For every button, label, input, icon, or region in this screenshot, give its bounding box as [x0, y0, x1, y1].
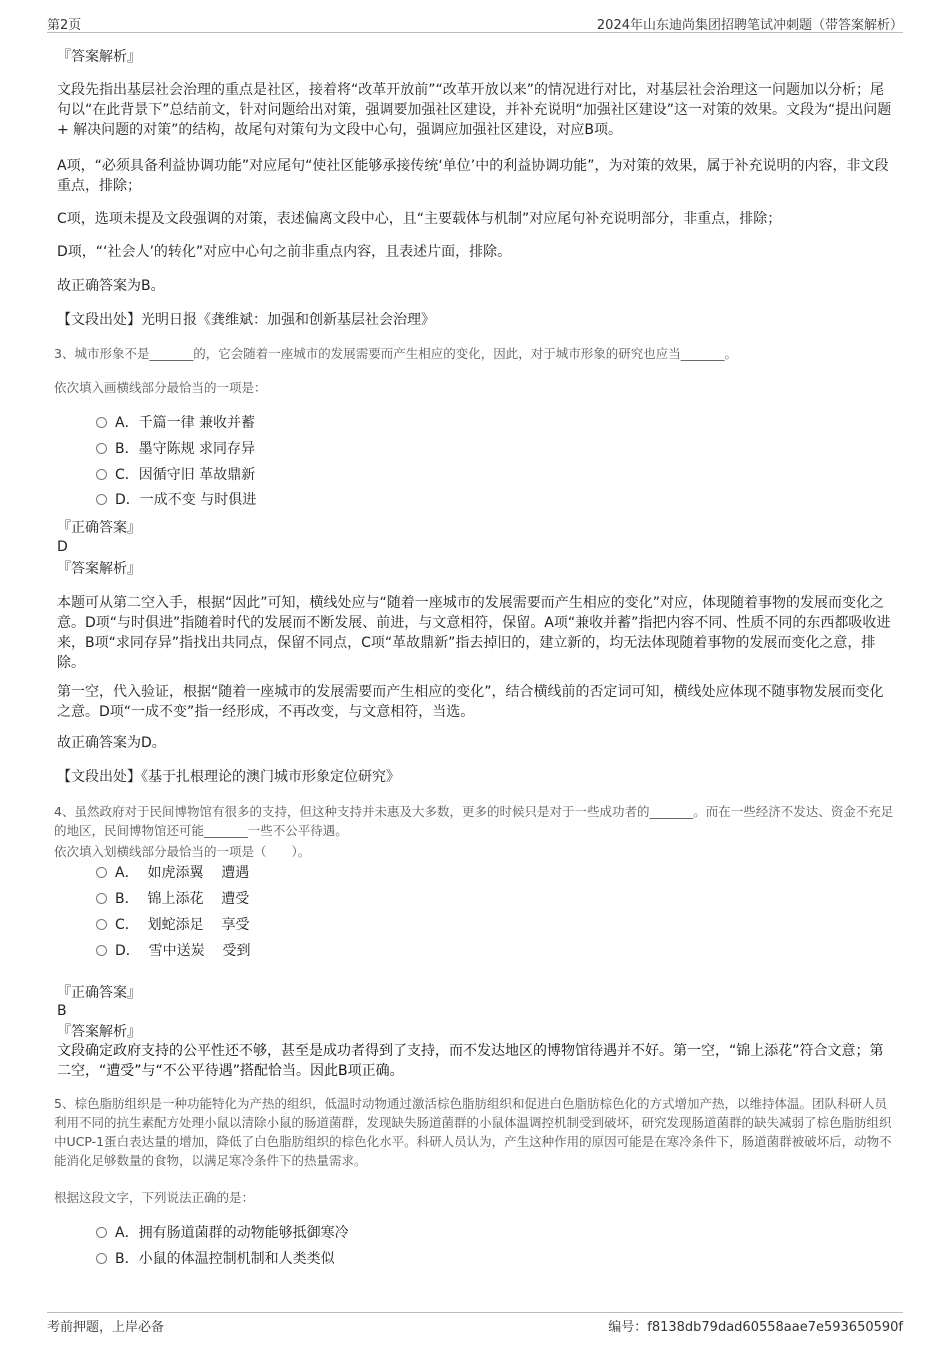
- question-prompt: 依次填入画横线部分最恰当的一项是：: [54, 380, 267, 395]
- radio-icon[interactable]: [96, 945, 107, 956]
- radio-icon[interactable]: [96, 893, 107, 904]
- radio-icon[interactable]: [96, 469, 107, 480]
- document-code: 编号：f8138db79dad60558aae7e593650590f: [608, 1320, 903, 1335]
- page-footer: [47, 1312, 903, 1333]
- option-label: B．小鼠的体温控制机制和人类类似: [115, 1251, 335, 1267]
- option-d[interactable]: [96, 489, 256, 511]
- answer-value: B: [57, 1003, 67, 1019]
- option-label: A． 如虎添翼 遭遇: [115, 865, 250, 881]
- correct-answer-line: 故正确答案为D。: [57, 735, 166, 751]
- page-number: 第2页: [47, 18, 82, 33]
- option-c[interactable]: [96, 914, 249, 936]
- analysis-label: 『答案解析』: [57, 561, 141, 577]
- option-label: C．因循守旧 革故鼎新: [115, 467, 256, 483]
- option-label: A．千篇一律 兼收并蓄: [115, 415, 256, 431]
- page-header: [47, 12, 903, 33]
- option-b[interactable]: [96, 1248, 335, 1270]
- option-d[interactable]: [96, 940, 250, 962]
- question-prompt: 依次填入划横线部分最恰当的一项是（ ）。: [54, 844, 311, 859]
- source-citation: 【文段出处】光明日报《龚维斌：加强和创新基层社会治理》: [57, 312, 435, 328]
- radio-icon[interactable]: [96, 494, 107, 505]
- radio-icon[interactable]: [96, 867, 107, 878]
- radio-icon[interactable]: [96, 1227, 107, 1238]
- analysis-paragraph: C项，选项未提及文段强调的对策，表述偏离文段中心，且“主要载体与机制”对应尾句补充说明部分，非重点，排除；: [57, 211, 782, 227]
- question-prompt: 根据这段文字，下列说法正确的是：: [54, 1190, 255, 1205]
- analysis-paragraph: D项，“‘社会人’的转化”对应中心句之前非重点内容，且表述片面，排除。: [57, 244, 512, 260]
- correct-answer-line: 故正确答案为B。: [57, 278, 165, 294]
- option-label: B．墨守陈规 求同存异: [115, 441, 256, 457]
- option-label: A．拥有肠道菌群的动物能够抵御寒冷: [115, 1225, 349, 1241]
- option-label: B． 锦上添花 遭受: [115, 891, 250, 907]
- option-c[interactable]: [96, 464, 255, 486]
- option-a[interactable]: [96, 862, 249, 884]
- radio-icon[interactable]: [96, 443, 107, 454]
- analysis-label: 『答案解析』: [57, 1024, 141, 1040]
- option-a[interactable]: [96, 1222, 349, 1244]
- answer-label: 『正确答案』: [57, 985, 141, 1001]
- analysis-paragraph: 第一空，代入验证，根据“随着一座城市的发展需要而产生相应的变化”，结合横线前的否定词可知，横线处应体现不随事物发展而变化之意。D项“一成不变”指一经形成，不再改变，与文意相符，当选。: [57, 684, 884, 720]
- question-stem: 4、虽然政府对于民间博物馆有很多的支持，但这种支持并未惠及大多数，更多的时候只是对于一些成功者的_______。而在一些经济不发达、资金不充足的地区，民间博物馆还可能_______一些不公平待遇。: [54, 804, 894, 838]
- option-label: D．一成不变 与时俱进: [115, 492, 257, 508]
- option-label: C． 划蛇添足 享受: [115, 917, 250, 933]
- option-label: D． 雪中送炭 受到: [115, 943, 251, 959]
- analysis-paragraph: 文段确定政府支持的公平性还不够，甚至是成功者得到了支持，而不发达地区的博物馆待遇并不好。第一空，“锦上添花”符合文意；第二空，“遭受”与“不公平待遇”搭配恰当。因此B项正确。: [57, 1043, 884, 1079]
- question-stem: 5、棕色脂肪组织是一种功能特化为产热的组织，低温时动物通过激活棕色脂肪组织和促进白色脂肪棕色化的方式增加产热，以维持体温。团队科研人员利用不同的抗生素配方处理小鼠以清除小鼠的肠道菌群，发现缺失肠道菌群的小鼠体温调控机制受到破坏，研究发现肠道菌群的缺失减弱了棕色脂肪组织中UCP-1蛋白表达量的增加，降低了白色脂肪组织的棕色化水平。科研人员认为，产生这种作用的原因可能是在寒冷条件下，肠道菌群被破坏后，动物不能消化足够数量的食物，以满足寒冷条件下的热量需求。: [54, 1096, 892, 1168]
- analysis-paragraph: A项，“必须具备利益协调功能”对应尾句“使社区能够承接传统‘单位’中的利益协调功能”，为对策的效果，属于补充说明的内容，非文段重点，排除；: [57, 158, 889, 194]
- answer-label: 『正确答案』: [57, 520, 141, 536]
- footer-slogan: 考前押题，上岸必备: [47, 1320, 165, 1335]
- answer-value: D: [57, 539, 68, 555]
- option-b[interactable]: [96, 438, 255, 460]
- question-stem: 3、城市形象不是_______的，它会随着一座城市的发展需要而产生相应的变化，因此，对于城市形象的研究也应当_______。: [54, 346, 737, 361]
- option-b[interactable]: [96, 888, 249, 910]
- source-citation: 【文段出处】《基于扎根理论的澳门城市形象定位研究》: [57, 769, 400, 785]
- radio-icon[interactable]: [96, 919, 107, 930]
- analysis-paragraph: 本题可从第二空入手，根据“因此”可知，横线处应与“随着一座城市的发展需要而产生相应的变化”对应，体现随着事物的发展而变化之意。D项“与时俱进”指随着时代的发展而不断发展、前进，与文意相符，保留。A项“兼收并蓄”指把内容不同、性质不同的东西都吸收进来，B项“求同存异”指找出共同点，保留不同点，C项“革故鼎新”指去掉旧的，建立新的，均无法体现随着事物的发展而变化之意，排除。: [57, 595, 891, 671]
- radio-icon[interactable]: [96, 417, 107, 428]
- analysis-paragraph: 文段先指出基层社会治理的重点是社区，接着将“改革开放前”“改革开放以来”的情况进行对比，对基层社会治理这一问题加以分析；尾句以“在此背景下”总结前文，针对问题给出对策，强调要加强社区建设，并补充说明“加强社区建设”这一对策的效果。文段为“提出问题 + 解决问题的对策”的结构，故尾句对策句为文段中心句，强调应加强社区建设，对应B项。: [57, 82, 892, 138]
- document-title: 2024年山东迪尚集团招聘笔试冲刺题（带答案解析）: [596, 18, 903, 33]
- option-a[interactable]: [96, 412, 255, 434]
- analysis-label: 『答案解析』: [57, 49, 141, 65]
- radio-icon[interactable]: [96, 1253, 107, 1264]
